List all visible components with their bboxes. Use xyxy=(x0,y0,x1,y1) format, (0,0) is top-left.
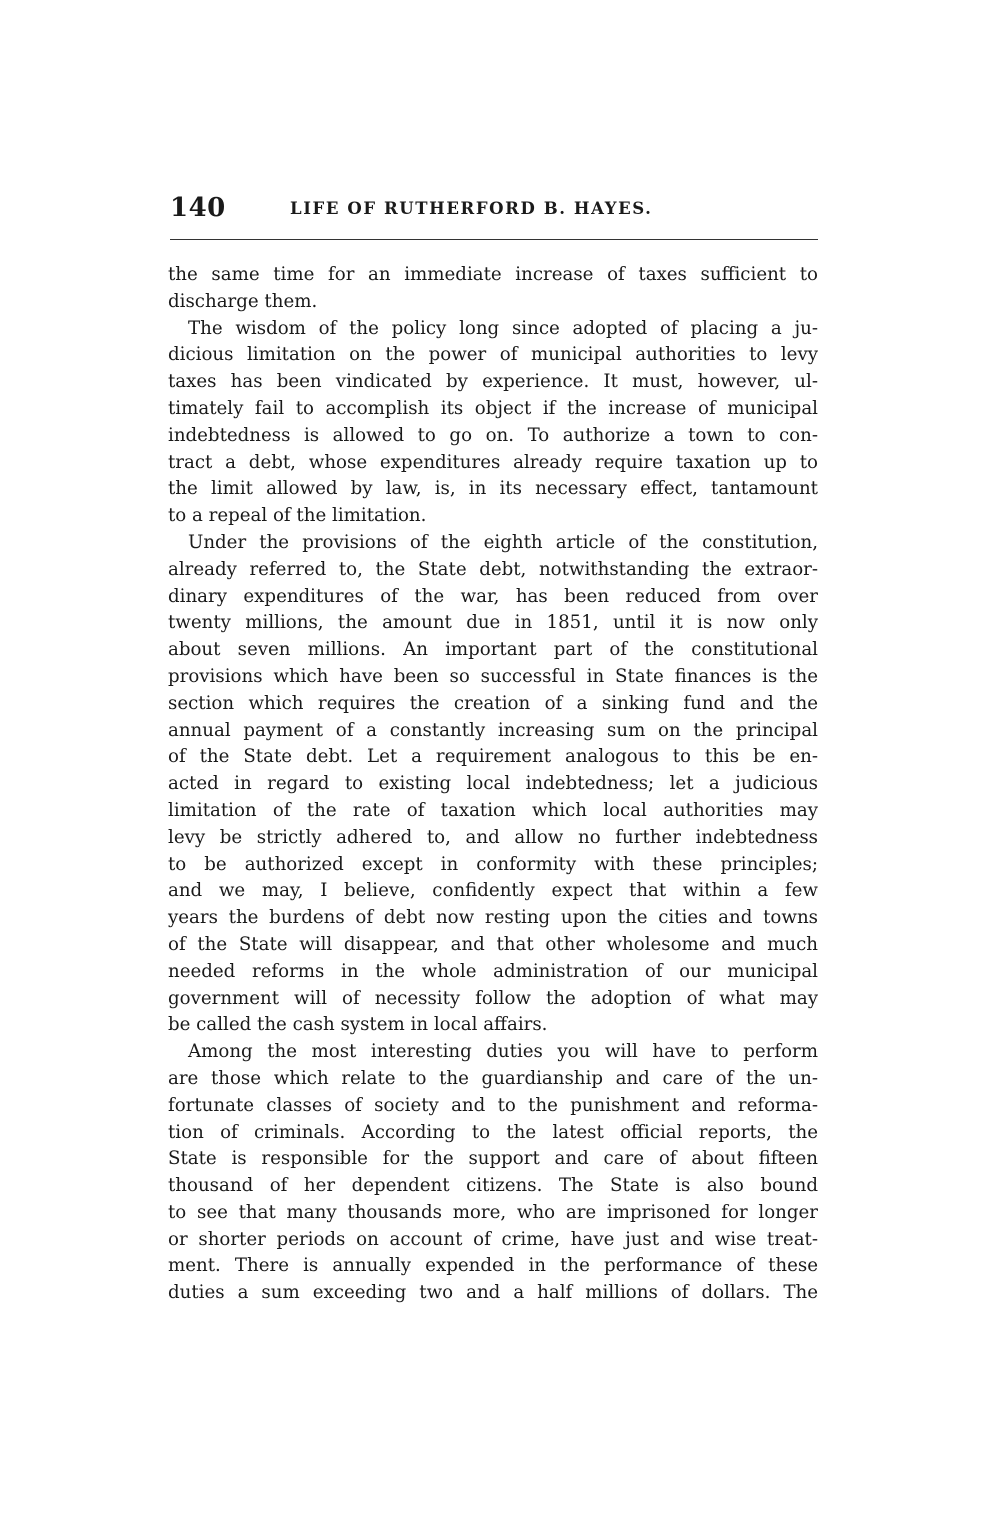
text-line: needed reforms in the whole administration of our municipal xyxy=(168,960,818,982)
text-line: or shorter periods on account of crime, have just and wise treat- xyxy=(168,1228,818,1250)
body-text xyxy=(168,262,818,1307)
text-line: government will of necessity follow the adoption of what may xyxy=(168,987,818,1009)
text-line: are those which relate to the guardianship and care of the un- xyxy=(168,1067,818,1089)
text-line: about seven millions. An important part of the constitutional xyxy=(168,639,818,661)
text-line: already referred to, the State debt, notwithstanding the extraor- xyxy=(168,558,818,580)
text-line: duties a sum exceeding two and a half millions of dollars. The xyxy=(168,1282,818,1304)
text-line: provisions which have been so successful in State finances is the xyxy=(168,665,818,687)
text-line: of the State debt. Let a requirement analogous to this be en- xyxy=(168,746,818,768)
text-line: dinary expenditures of the war, has been reduced from over xyxy=(168,585,818,607)
text-line: thousand of her dependent citizens. The State is also bound xyxy=(168,1175,818,1197)
text-line: to be authorized except in conformity with these principles; xyxy=(168,853,818,875)
text-line: be called the cash system in local affairs. xyxy=(168,1014,548,1036)
text-line: limitation of the rate of taxation which local authorities may xyxy=(168,799,818,821)
text-line: section which requires the creation of a sinking fund and the xyxy=(168,692,818,714)
text-line: fortunate classes of society and to the punishment and reforma- xyxy=(168,1094,818,1116)
text-line: annual payment of a constantly increasing sum on the principal xyxy=(168,719,818,741)
text-line: dicious limitation on the power of municipal authorities to levy xyxy=(168,344,818,366)
header-rule xyxy=(170,239,818,240)
running-head xyxy=(170,193,818,233)
text-line: acted in regard to existing local indebtedness; let a judicious xyxy=(168,773,818,795)
text-line: State is responsible for the support and care of about fifteen xyxy=(168,1148,818,1170)
text-line: twenty millions, the amount due in 1851, until it is now only xyxy=(168,612,818,634)
text-line: tion of criminals. According to the latest official reports, the xyxy=(168,1121,818,1143)
text-line: to a repeal of the limitation. xyxy=(168,505,427,527)
running-title: LIFE OF RUTHERFORD B. HAYES. xyxy=(290,199,653,218)
text-line: and we may, I believe, confidently expect that within a few xyxy=(168,880,818,902)
page-number: 140 xyxy=(170,193,226,223)
text-line: years the burdens of debt now resting upon the cities and towns xyxy=(168,907,818,929)
text-line: timately fail to accomplish its object if the increase of municipal xyxy=(168,397,818,419)
text-line: discharge them. xyxy=(168,290,318,312)
text-line: taxes has been vindicated by experience. It must, however, ul- xyxy=(168,371,818,393)
text-line: Under the provisions of the eighth article of the constitution, xyxy=(188,531,818,553)
text-line: tract a debt, whose expenditures already require taxation up to xyxy=(168,451,818,473)
text-line: levy be strictly adhered to, and allow no further indebtedness xyxy=(168,826,818,848)
text-line: indebtedness is allowed to go on. To authorize a town to con- xyxy=(168,424,818,446)
text-line: The wisdom of the policy long since adopted of placing a ju- xyxy=(188,317,818,339)
text-line: the same time for an immediate increase of taxes sufficient to xyxy=(168,264,818,285)
text-line: the limit allowed by law, is, in its necessary effect, tantamount xyxy=(168,478,818,500)
text-line: Among the most interesting duties you will have to perform xyxy=(188,1041,818,1063)
text-line: of the State will disappear, and that other wholesome and much xyxy=(168,933,818,955)
text-line: ment. There is annually expended in the performance of these xyxy=(168,1255,818,1277)
text-line: to see that many thousands more, who are imprisoned for longer xyxy=(168,1201,818,1223)
